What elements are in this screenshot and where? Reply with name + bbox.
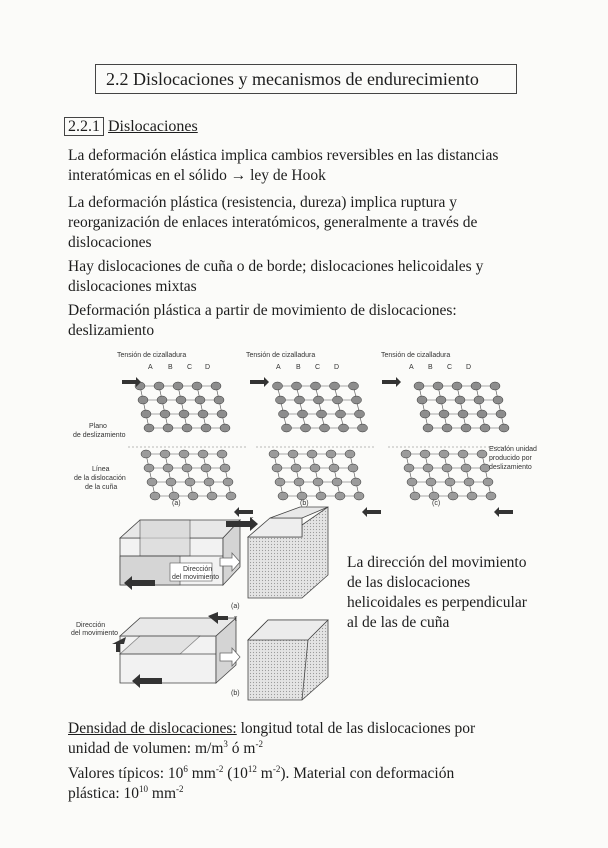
column-label-c: C [447, 364, 453, 371]
text-run: mm [148, 785, 177, 802]
direction-label: del movimiento [71, 630, 119, 637]
column-label-b: B [296, 364, 301, 371]
tau-label: τ [250, 515, 254, 524]
plane-label: Plano [89, 423, 107, 430]
text-line: Hay dislocaciones de cuña o de borde; dislocaciones helicoidales y [68, 258, 484, 275]
text-run: plástica: 10 [68, 785, 140, 802]
column-label-d: D [466, 364, 472, 371]
direction-label: Dirección [183, 566, 213, 573]
screw-caption [347, 553, 577, 633]
exponent: -2 [272, 763, 281, 774]
step-label: producido por [489, 455, 532, 462]
text-line: La deformación plástica (resistencia, dureza) implica ruptura y [68, 194, 458, 211]
figure2-label-b: (b) [231, 690, 240, 697]
shear-label-a: Tensión de cizalladura [117, 352, 187, 359]
screw-block-result [248, 620, 328, 700]
text-line: dislocaciones mixtas [68, 278, 197, 295]
column-label-b: B [428, 364, 433, 371]
text-line: dislocaciones [68, 234, 152, 251]
shear-label-c: Tensión de cizalladura [381, 352, 451, 359]
column-label-a: A [148, 364, 153, 371]
column-label-b: B [168, 364, 173, 371]
text-run: ). Material con deformación [280, 765, 455, 782]
text-line: deslizamiento [68, 322, 155, 339]
exponent: -2 [215, 763, 224, 774]
tau-label: τ [234, 614, 238, 623]
paragraph-typical-values [68, 764, 568, 804]
density-term: Densidad de dislocaciones: [68, 720, 237, 737]
screw-block-left [120, 618, 236, 683]
text-line: reorganización de enlaces interatómicos, generalmente a través de [68, 214, 478, 231]
direction-label: Dirección [76, 622, 106, 629]
text-line [68, 784, 568, 804]
text-line [68, 739, 568, 759]
column-label-a: A [409, 364, 414, 371]
section-title: 2.2 Dislocaciones y mecanismos de endurecimiento [95, 64, 517, 94]
direction-label: del movimiento [172, 574, 220, 581]
step-label: deslizamiento [489, 464, 532, 471]
text-line: La deformación elástica implica cambios reversibles en las distancias [68, 147, 499, 164]
text-run: Valores típicos: 10 [68, 765, 184, 782]
text-run: m [256, 765, 273, 782]
figure2-label-a: (a) [231, 603, 240, 610]
column-label-c: C [315, 364, 321, 371]
panel-label-a: (a) [172, 500, 181, 507]
text-line [68, 764, 568, 784]
dislocation-line-label: Línea [92, 466, 110, 473]
column-label-a: A [276, 364, 281, 371]
paragraph-density [68, 719, 568, 759]
density-definition: longitud total de las dislocaciones por [236, 720, 476, 737]
text-line: al de las de cuña [347, 614, 450, 631]
exponent: 10 [139, 783, 149, 794]
exponent: 12 [247, 763, 257, 774]
dislocation-line-label: de la cuña [85, 484, 118, 491]
text-line: de las dislocaciones [347, 574, 471, 591]
column-label-c: C [187, 364, 193, 371]
subsection-title: Dislocaciones [108, 118, 198, 135]
plane-label: de deslizamiento [73, 432, 126, 439]
density-units: unidad de volumen: m/m [68, 740, 224, 757]
subsection-number: 2.2.1 [64, 117, 104, 136]
text-line: helicoidales es perpendicular [347, 594, 527, 611]
panel-label-b: (b) [300, 500, 309, 507]
exponent: 3 [223, 738, 228, 749]
exponent: 6 [183, 763, 188, 774]
text-run: (10 [223, 765, 248, 782]
column-label-d: D [205, 364, 211, 371]
text-run: mm [187, 765, 216, 782]
step-label: Escalón unidad [489, 446, 537, 453]
text-line: La dirección del movimiento [347, 554, 527, 571]
density-units: ó m [227, 740, 256, 757]
exponent: -2 [176, 783, 184, 794]
column-label-d: D [334, 364, 340, 371]
exponent: -2 [255, 738, 263, 749]
text-line: interatómicas en el sólido → ley de Hook [68, 167, 326, 184]
edge-block-result [248, 507, 328, 598]
text-line [68, 719, 568, 739]
panel-label-c: (c) [432, 500, 441, 507]
dislocation-line-label: de la dislocación [74, 475, 126, 482]
text-line: Deformación plástica a partir de movimiento de dislocaciones: [68, 302, 457, 319]
shear-label-b: Tensión de cizalladura [246, 352, 316, 359]
